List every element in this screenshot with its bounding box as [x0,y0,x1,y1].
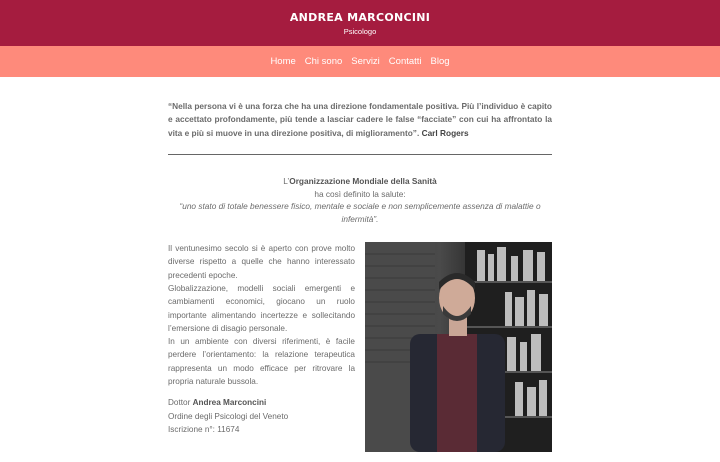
site-tagline: Psicologo [343,27,377,36]
site-title[interactable]: ANDREA MARCONCINI [289,11,431,24]
nav-home[interactable]: Home [270,56,296,67]
section-divider [168,154,552,155]
main-content [168,77,552,462]
quote-text: “Nella persona vi è una forza che ha una direzione fondamentale positiva. Più l’individuo è capito e accettato profondamente, più tende a lasciar cadere le false “facciate” con cui ha affrontato la vita e più si muove in una direzione positiva, di miglioramento”. [168,101,552,138]
portrait-photo [365,242,552,452]
intro-text [168,242,355,436]
intro-paragraph: Globalizzazione, modelli sociali emergenti e cambiamenti economici, giocano un ruolo importante alimentando incertezze e sollecitando l’emersione di disagio personale. [168,283,355,333]
who-definition [168,175,552,226]
portrait-illustration [365,242,552,452]
who-line2: ha così definito la salute: [314,188,406,199]
nav-contatti[interactable]: Contatti [388,56,422,67]
who-prefix: L’ [283,175,290,186]
who-org: Organizzazione Mondiale della Sanità [289,175,437,186]
signature-registration: Iscrizione n°: 11674 [168,424,240,434]
nav-blog[interactable]: Blog [430,56,450,67]
signature-prefix: Dottor [168,398,191,408]
nav-chi-sono[interactable]: Chi sono [304,56,343,67]
who-health-definition: “uno stato di totale benessere fisico, mentale e sociale e non semplicemente assenza di malattie o infermità”. [179,201,541,225]
intro-section [168,242,552,462]
nav-servizi[interactable]: Servizi [351,56,380,67]
signature-order: Ordine degli Psicologi del Veneto [168,411,289,421]
signature [168,396,355,436]
intro-paragraph: In un ambiente con diversi riferimenti, è facile perdere l’orientamento: la relazione terapeutica rappresenta un modo efficace per ritrovare la propria naturale bussola. [168,337,355,387]
site-header [0,0,720,46]
intro-paragraph: Il ventunesimo secolo si è aperto con prove molto diverse rispetto a quelle che hanno interessato precedenti epoche. [168,244,355,280]
quote-author: Carl Rogers [421,127,469,138]
rogers-quote [168,100,552,140]
signature-name: Andrea Marconcini [192,398,267,408]
main-nav [0,46,720,77]
